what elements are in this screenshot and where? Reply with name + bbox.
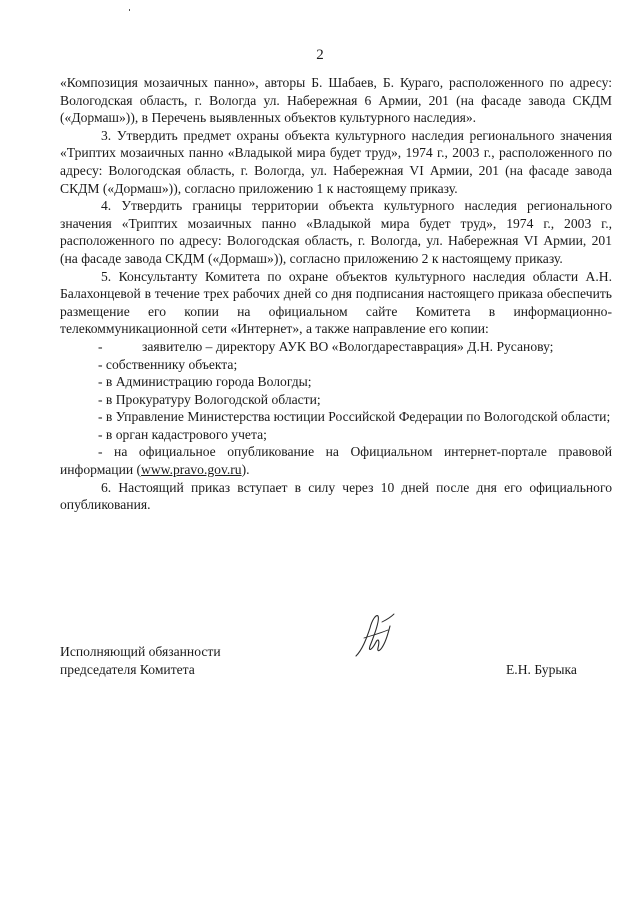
distribution-item-ministry: - в Управление Министерства юстиции Российской Федерации по Вологодской области;	[98, 409, 611, 425]
paragraph-continuation: «Композиция мозаичных панно», авторы Б. Шабаев, Б. Кураго, расположенного по адресу: Вологодская область, г. Вологда ул. Набережная 6 Армии, 201 (на фасаде завода СКДМ («Дормаш»)), в Перечень выявленных объектов культурного наследия».	[60, 75, 612, 126]
paragraph-4: 4. Утвердить границы территории объекта культурного наследия регионального значения «Триптих мозаичных панно «Владыкой мира будет труд», 1974 г., 2003 г., расположенного по адресу: Вологодская область, г. Вологда, ул. Набережная VI Армии, 201 (на фасаде завода СКДМ («Дормаш»)), согласно приложению 2 к настоящему приказу.	[60, 198, 612, 266]
pravo-link[interactable]: www.pravo.gov.ru	[141, 462, 242, 478]
signatory-position	[60, 643, 221, 679]
signatory-name: Е.Н. Бурыка	[506, 662, 577, 677]
distribution-item-city-admin: - в Администрацию города Вологды;	[98, 374, 312, 390]
distribution-item-prosecutor: - в Прокуратуру Вологодской области;	[98, 391, 321, 407]
signatory-position-line-2: председателя Комитета	[60, 662, 195, 677]
page-number: 2	[316, 47, 324, 63]
handwritten-signature	[352, 610, 400, 662]
distribution-applicant-text: заявителю – директору АУК ВО «Вологдареставрация» Д.Н. Русанову;	[142, 338, 554, 354]
document-body	[60, 74, 612, 514]
distribution-item-owner: - собственнику объекта;	[98, 356, 238, 372]
distribution-item-cadastral: - в орган кадастрового учета;	[98, 426, 267, 442]
official-publication-prefix: - на официальное опубликование на Официальном интернет-портале правовой информации (	[60, 444, 612, 478]
signatory-position-line-1: Исполняющий обязанности	[60, 644, 221, 659]
paragraph-5: 5. Консультанту Комитета по охране объектов культурного наследия области А.Н. Балахонцевой в течение трех рабочих дней со дня подписания настоящего приказа обеспечить размещение его копии на официальном сайте Комитета в информационно-телекоммуникационной сети «Интернет», а также направление его копии:	[60, 268, 612, 337]
distribution-item-official-publication	[60, 443, 612, 478]
distribution-item-applicant	[60, 338, 612, 356]
paragraph-3: 3. Утвердить предмет охраны объекта культурного наследия регионального значения «Триптих мозаичных панно «Владыкой мира будет труд», 1974 г., 2003 г., расположенного по адресу: Вологодская область, г. Вологда, ул. Набережная VI Армии, 201 (на фасаде завода СКДМ («Дормаш»)), согласно приложению 1 к настоящему приказу.	[60, 127, 612, 196]
official-publication-suffix: ).	[241, 462, 250, 478]
paragraph-6: 6. Настоящий приказ вступает в силу через 10 дней после дня его официального опубликования.	[60, 479, 612, 513]
distribution-dash: -	[98, 338, 103, 354]
scan-speck	[129, 9, 130, 11]
